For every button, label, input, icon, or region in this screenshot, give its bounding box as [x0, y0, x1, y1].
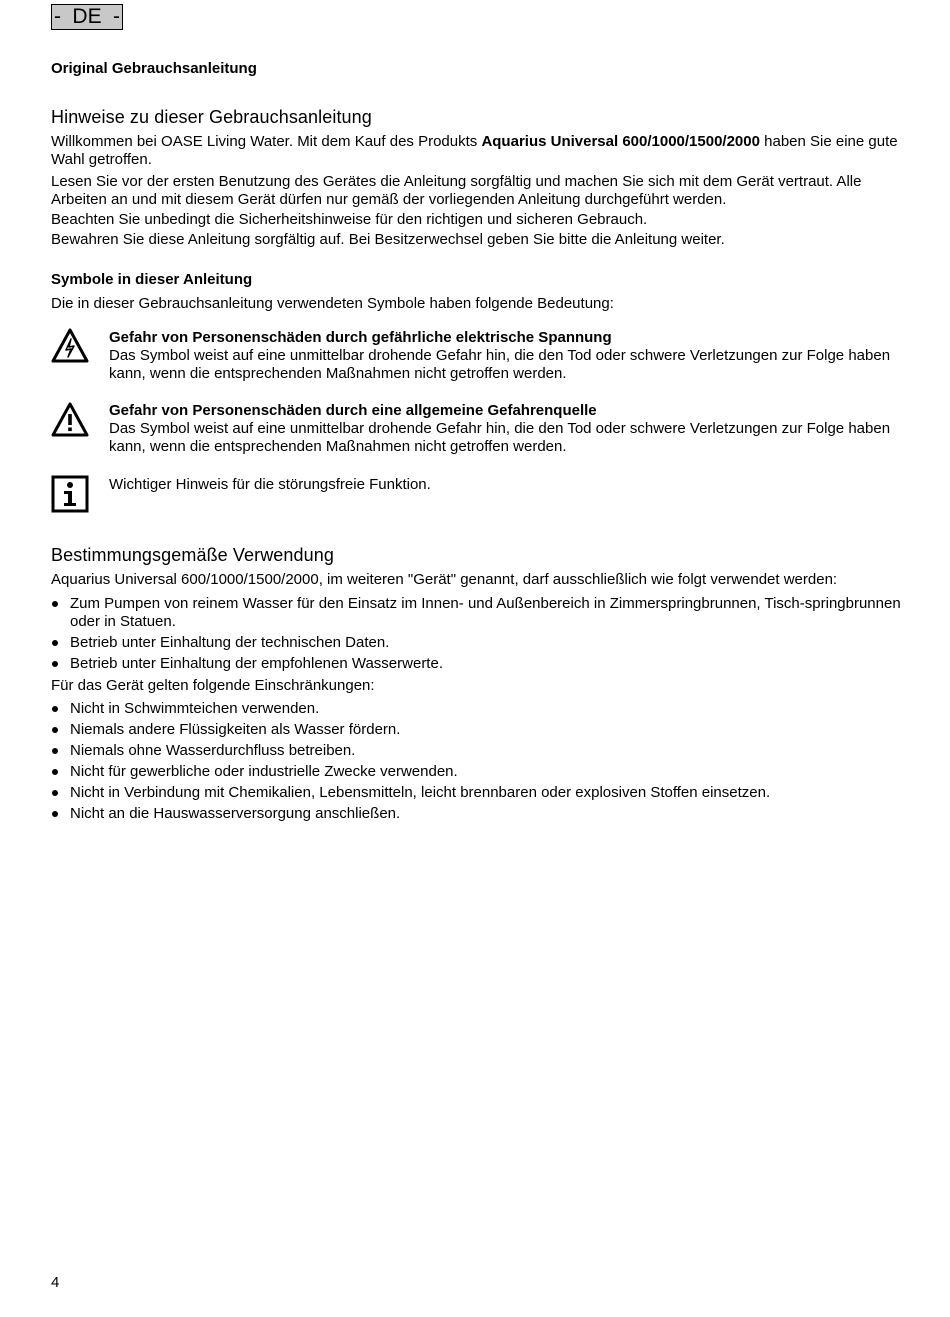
symbol-info-text: Wichtiger Hinweis für die störungsfreie Funktion.	[109, 476, 431, 493]
usage-list	[51, 595, 901, 676]
lang-left-dash: -	[54, 5, 61, 28]
list-item: Nicht in Verbindung mit Chemikalien, Lebensmitteln, leicht brennbaren oder explosiven Stoffen einsetzen.	[51, 784, 901, 802]
list-item: Nicht in Schwimmteichen verwenden.	[51, 700, 901, 718]
hints-para4: Bewahren Sie diese Anleitung sorgfältig auf. Bei Besitzerwechsel geben Sie bitte die Anleitung weiter.	[51, 231, 725, 248]
hints-intro-product: Aquarius Universal 600/1000/1500/2000	[481, 133, 760, 150]
list-item: Niemals andere Flüssigkeiten als Wasser fördern.	[51, 721, 901, 739]
document-subtitle: Original Gebrauchsanleitung	[51, 60, 257, 77]
section-symbols-title: Symbole in dieser Anleitung	[51, 271, 253, 288]
section-hints-title: Hinweise zu dieser Gebrauchsanleitung	[51, 107, 372, 127]
general-hazard-icon	[51, 401, 89, 439]
symbols-intro: Die in dieser Gebrauchsanleitung verwendeten Symbole haben folgende Bedeutung:	[51, 295, 614, 312]
symbol-electric-text: Das Symbol weist auf eine unmittelbar drohende Gefahr hin, die den Tod oder schwere Verletzungen zur Folge haben kann, wenn die entsprechenden Maßnahmen nicht getroffen werden.	[109, 347, 891, 382]
language-tag	[51, 4, 123, 30]
list-item: Niemals ohne Wasserdurchfluss betreiben.	[51, 742, 901, 760]
list-item: Betrieb unter Einhaltung der technischen Daten.	[51, 634, 901, 652]
list-item: Nicht für gewerbliche oder industrielle Zwecke verwenden.	[51, 763, 901, 781]
usage-intro: Aquarius Universal 600/1000/1500/2000, im weiteren "Gerät" genannt, darf ausschließlich wie folgt verwendet werden:	[51, 571, 838, 588]
section-usage-title: Bestimmungsgemäße Verwendung	[51, 545, 334, 565]
list-item: Zum Pumpen von reinem Wasser für den Einsatz im Innen- und Außenbereich in Zimmerspringbrunnen, Tisch-springbrunnen oder in Statuen.	[51, 595, 901, 631]
symbol-electric-title: Gefahr von Personenschäden durch gefährliche elektrische Spannung	[109, 329, 612, 346]
symbol-electric	[109, 329, 899, 383]
page-number: 4	[51, 1274, 60, 1291]
hints-intro-post: haben Sie eine gute Wahl getroffen.	[51, 133, 898, 168]
restrictions-intro: Für das Gerät gelten folgende Einschränkungen:	[51, 677, 375, 694]
hints-para2: Lesen Sie vor der ersten Benutzung des Gerätes die Anleitung sorgfältig und machen Sie sich mit dem Gerät vertraut. Alle Arbeiten an und mit diesem Gerät dürfen nur gemäß der vorliegenden Anleitung durchgeführt werden.	[51, 173, 862, 208]
info-icon	[51, 475, 89, 513]
lang-code: DE	[72, 5, 102, 28]
list-item: Betrieb unter Einhaltung der empfohlenen Wasserwerte.	[51, 655, 901, 673]
restrictions-list	[51, 700, 901, 826]
hints-intro	[51, 133, 901, 169]
lang-right-dash: -	[113, 5, 120, 28]
hints-para3: Beachten Sie unbedingt die Sicherheitshinweise für den richtigen und sicheren Gebrauch.	[51, 211, 648, 228]
hints-intro-pre: Willkommen bei OASE Living Water. Mit dem Kauf des Produkts	[51, 133, 482, 150]
electric-hazard-icon	[51, 327, 89, 365]
list-item: Nicht an die Hauswasserversorgung anschließen.	[51, 805, 901, 823]
symbol-general	[109, 402, 899, 456]
symbol-general-text: Das Symbol weist auf eine unmittelbar drohende Gefahr hin, die den Tod oder schwere Verletzungen zur Folge haben kann, wenn die entsprechenden Maßnahmen nicht getroffen werden.	[109, 420, 891, 455]
symbol-general-title: Gefahr von Personenschäden durch eine allgemeine Gefahrenquelle	[109, 402, 597, 419]
